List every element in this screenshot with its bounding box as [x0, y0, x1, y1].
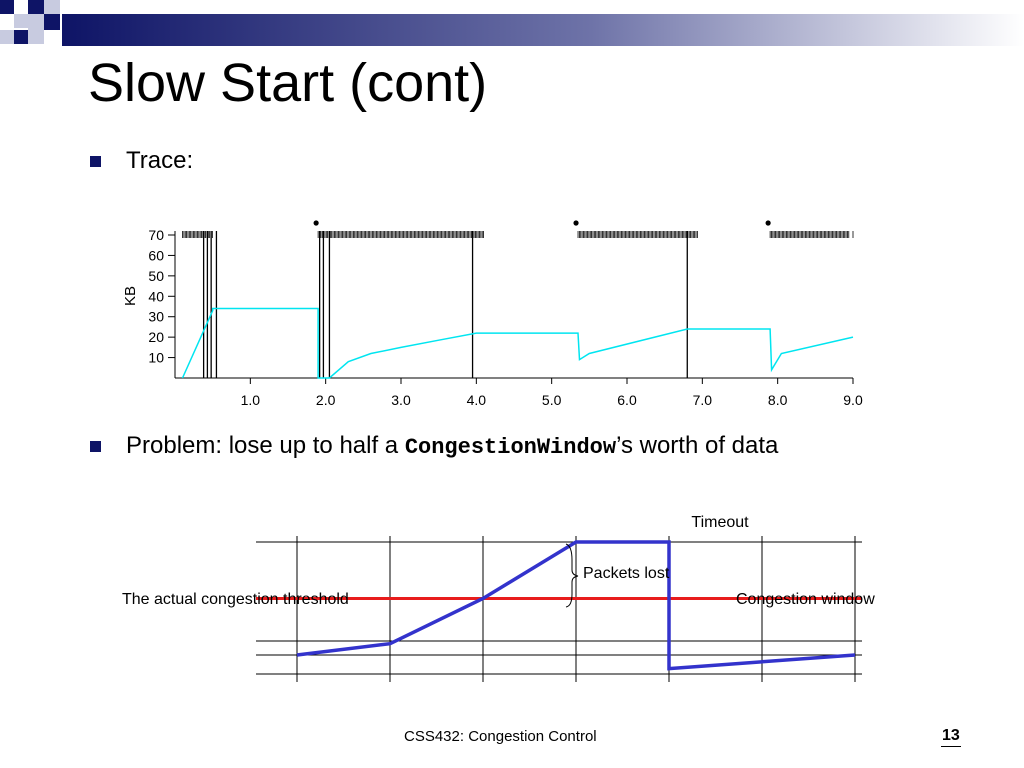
label-congestion-window: Congestion window: [736, 591, 875, 608]
x-tick-label: 9.0: [843, 392, 863, 408]
y-tick-label: 30: [148, 308, 164, 325]
y-tick-label: 10: [148, 349, 164, 366]
x-tick-label: 7.0: [692, 392, 713, 408]
x-tick-label: 4.0: [466, 392, 487, 408]
y-axis-label: KB: [122, 285, 139, 307]
page-number: 13: [942, 727, 960, 744]
bullet-trace: Trace:: [126, 147, 194, 174]
label-threshold: The actual congestion threshold: [122, 591, 349, 608]
x-tick-label: 5.0: [541, 392, 562, 408]
y-tick-label: 60: [148, 247, 164, 264]
y-tick-label: 50: [148, 267, 164, 284]
y-tick-label: 20: [148, 329, 164, 346]
slide-title: Slow Start (cont): [88, 53, 488, 113]
x-tick-label: 8.0: [767, 392, 788, 408]
x-tick-label: 2.0: [315, 392, 336, 408]
bullet-problem-suffix: ’s worth of data: [616, 432, 779, 459]
footer-text: CSS432: Congestion Control: [404, 728, 597, 745]
x-tick-label: 6.0: [617, 392, 637, 408]
x-tick-label: 3.0: [391, 392, 411, 408]
page-number-underline: [941, 746, 961, 747]
bullet-problem-code: CongestionWindow: [404, 435, 617, 460]
bullet-problem-prefix: Problem: lose up to half a: [126, 432, 405, 459]
y-tick-label: 70: [148, 227, 164, 243]
x-tick-label: 1.0: [240, 392, 261, 408]
y-tick-label: 40: [148, 288, 164, 305]
label-timeout: Timeout: [691, 514, 749, 531]
label-packets-lost: Packets lost: [583, 565, 670, 582]
